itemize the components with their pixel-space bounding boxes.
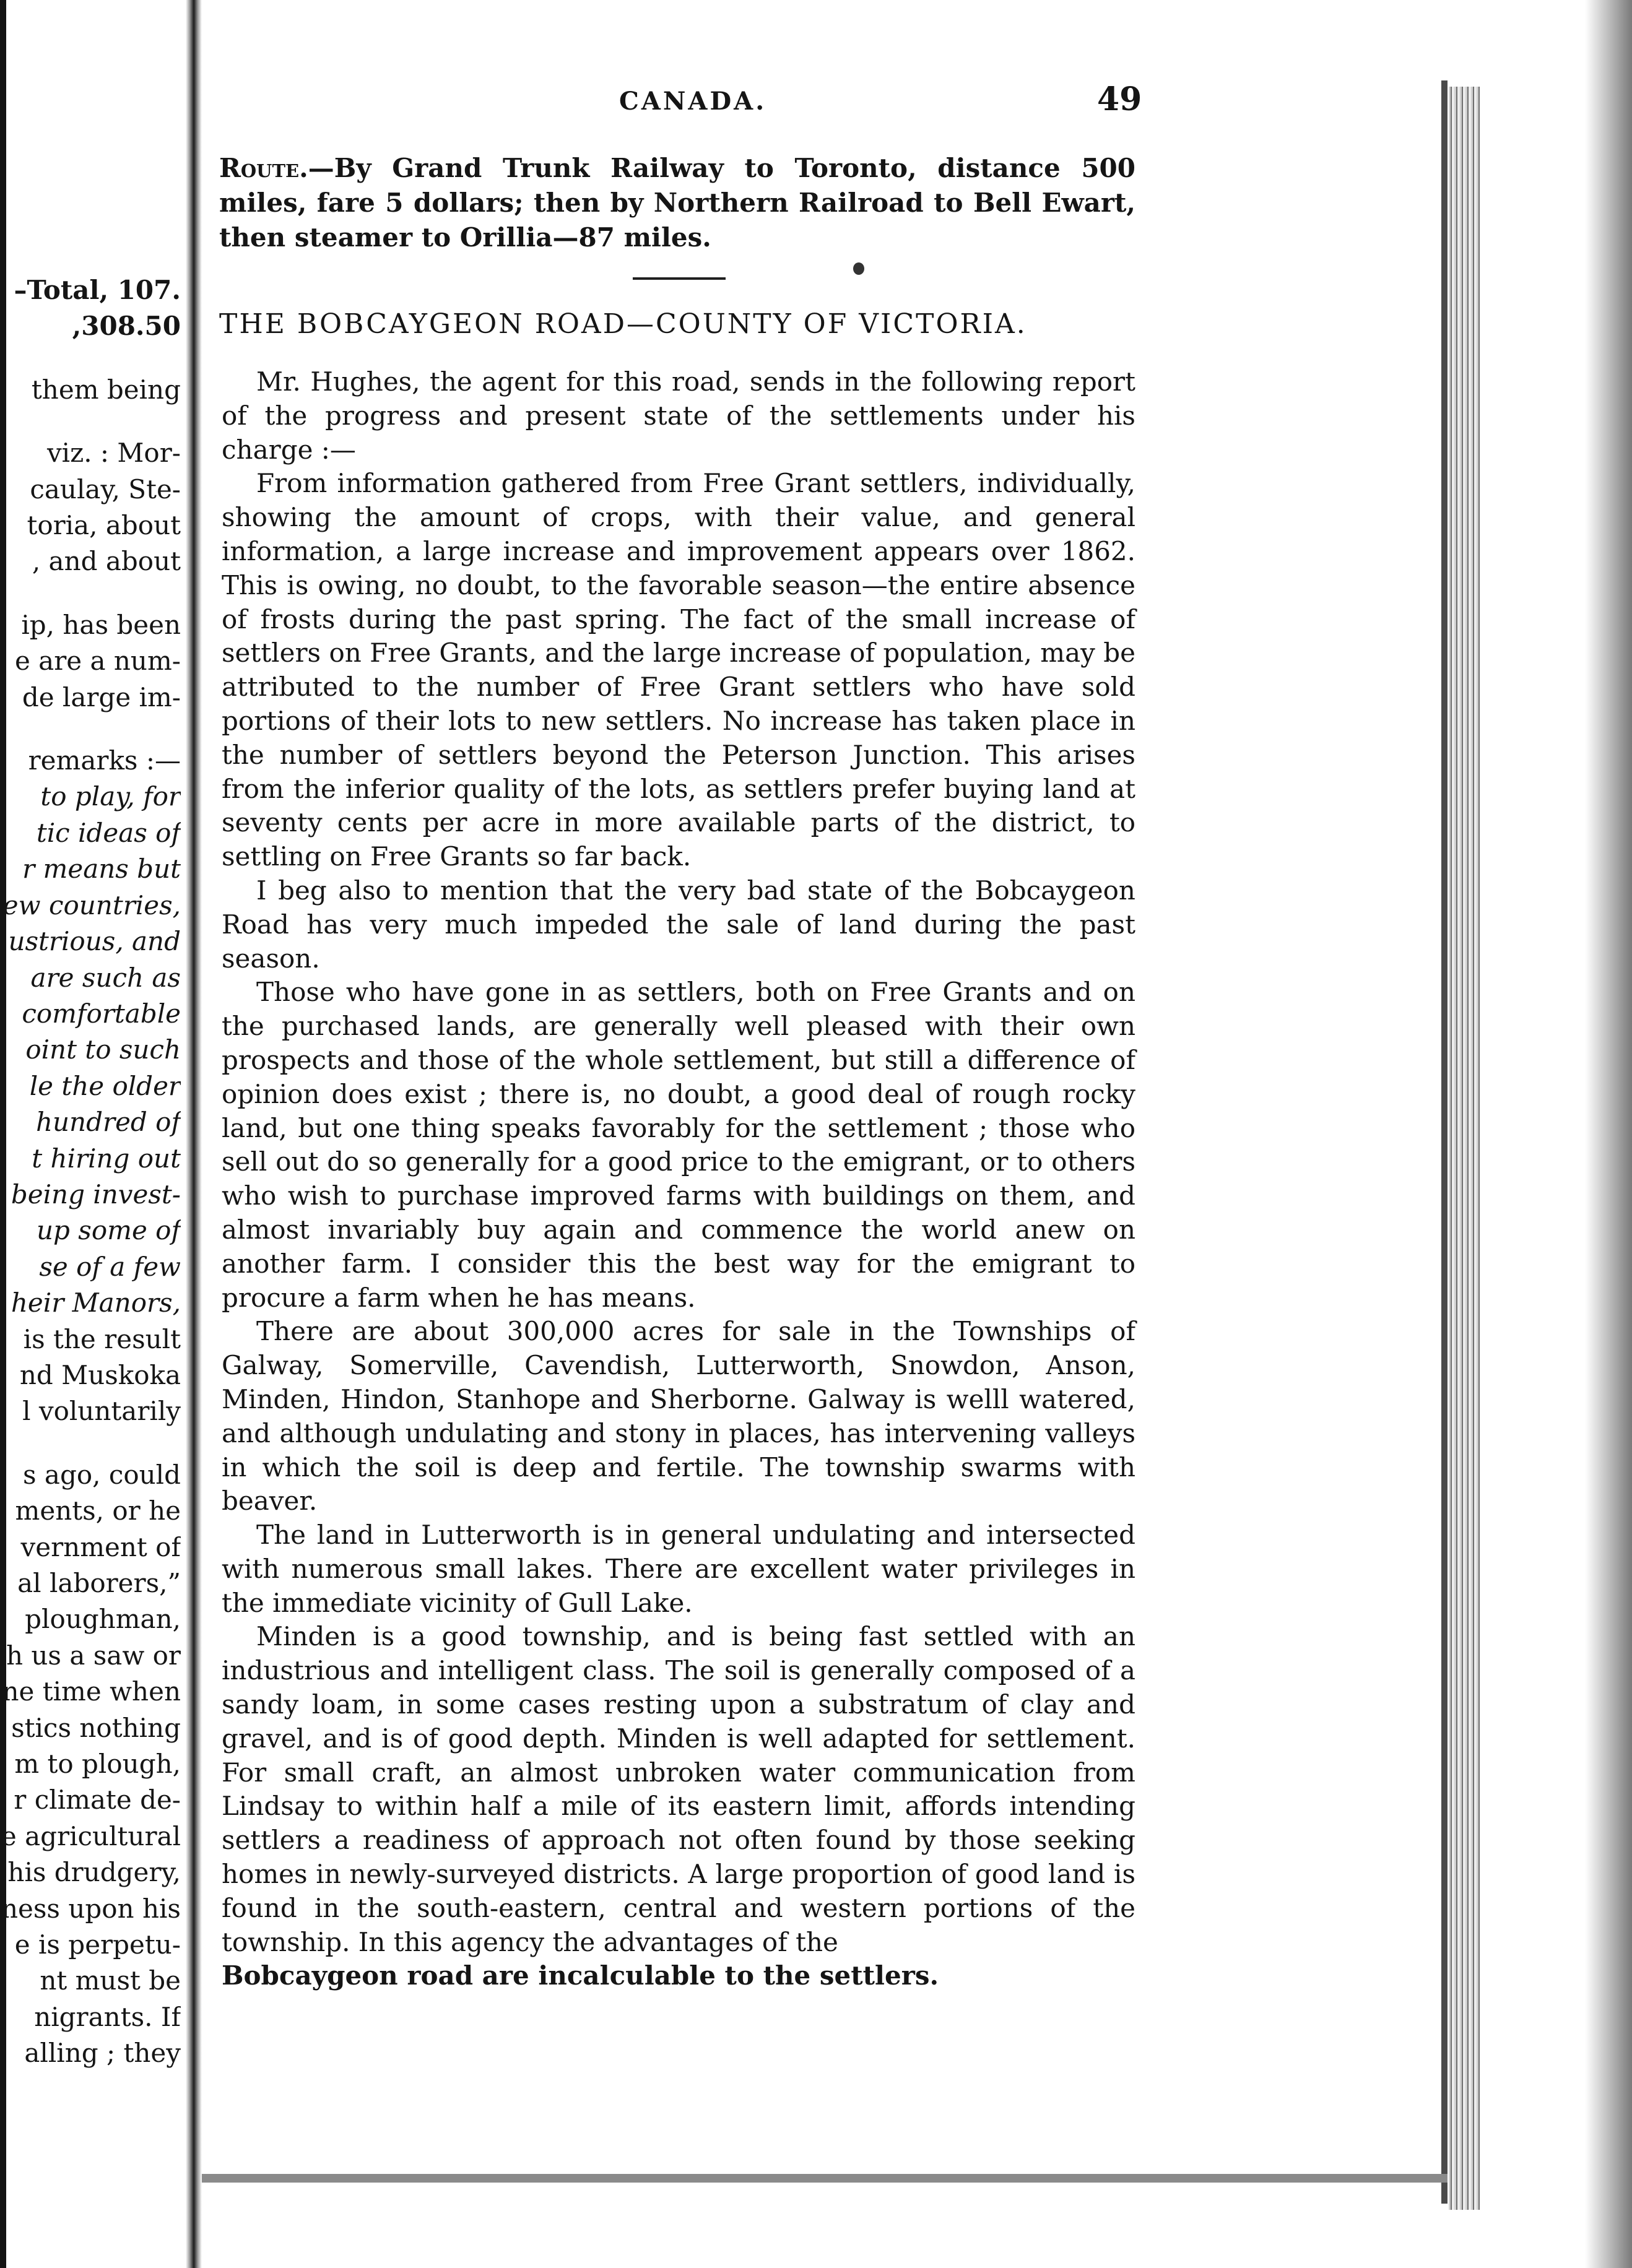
left-column-line: them being	[31, 374, 181, 405]
left-column-line: ew countries,	[2, 889, 181, 920]
left-column-line: –Total, 107.	[14, 275, 181, 305]
left-column-line: ip, has been	[21, 609, 181, 640]
page-bottom-edge	[202, 2174, 1448, 2183]
left-column-line: de large im-	[22, 682, 181, 712]
left-column-line: stics nothing	[11, 1712, 181, 1743]
left-column-line: ,308.50	[72, 311, 181, 342]
left-column-line: remarks :—	[28, 745, 181, 776]
left-column-line: to play, for	[40, 781, 181, 812]
paragraph-intro: Mr. Hughes, the agent for this road, sends in the following report of the progress and present state of the settlements under his charge :—	[222, 366, 1135, 465]
paragraph-lutterworth: The land in Lutterworth is in general undulating and intersected with numerous small lakes. There are excellent water privileges in the immediate vicinity of Gull Lake.	[222, 1520, 1135, 1618]
left-column-line: oint to such	[25, 1034, 181, 1065]
left-column-line: heir Manors,	[11, 1288, 181, 1318]
article-body	[222, 365, 1135, 1993]
section-divider-rule	[633, 277, 726, 280]
page-number: 49	[1097, 80, 1142, 118]
left-column-line: hundred of	[35, 1107, 181, 1138]
closing-line: Bobcaygeon road are incalculable to the settlers.	[222, 1960, 939, 1991]
left-column-line: ments, or he	[15, 1495, 181, 1526]
left-column-line: tic ideas of	[36, 817, 181, 848]
left-column-line: is the result	[23, 1323, 181, 1354]
left-column-line: viz. : Mor-	[46, 438, 181, 469]
left-column-line: caulay, Ste-	[30, 474, 181, 504]
previous-page-column	[0, 272, 181, 2072]
left-column-line: se of a few	[39, 1251, 181, 1282]
page-stack-edges	[1449, 87, 1480, 2210]
left-column-line: up some of	[37, 1215, 181, 1246]
left-column-line: toria, about	[27, 510, 181, 541]
left-column-line: r climate de-	[14, 1785, 181, 1816]
left-column-line: e agricultural	[1, 1820, 181, 1851]
paragraph-acres-for-sale: There are about 300,000 acres for sale in the Townships of Galway, Somerville, Cavendish, Lutterworth, Snowdon, Anson, Minden, Hindon, Stanhope and Sherborne. Galway is welll watered, and although undulating and stony in places, has intervening valleys in which the soil is deep and fertile. The township swarms with beaver.	[222, 1316, 1135, 1517]
left-column-line: le the older	[29, 1070, 181, 1101]
left-column-line: e is perpetu-	[14, 1929, 181, 1960]
book-gutter	[186, 0, 202, 2268]
left-column-line: nd Muskoka	[19, 1359, 181, 1390]
left-column-line: h us a saw or	[6, 1640, 181, 1671]
ink-dot-mark	[853, 262, 864, 275]
left-column-line: being invest-	[11, 1179, 181, 1210]
left-column-line: t hiring out	[32, 1143, 181, 1174]
left-column-line: s ago, could	[23, 1459, 181, 1490]
route-text: —By Grand Trunk Railway to Toronto, distance 500 miles, fare 5 dollars; then by Northern Railroad to Bell Ewart, then steamer to Orillia—87 miles.	[219, 153, 1135, 253]
scan-right-shadow	[1585, 0, 1632, 2268]
section-heading: THE BOBCAYGEON ROAD—COUNTY OF VICTORIA.	[219, 308, 1027, 340]
left-column-line: alling ; they	[24, 2038, 181, 2069]
left-column-line: his drudgery,	[7, 1857, 181, 1888]
page-right-edge	[1441, 80, 1448, 2204]
route-paragraph	[219, 151, 1135, 255]
left-column-line: comfortable	[22, 998, 181, 1029]
left-column-line: vernment of	[20, 1531, 181, 1562]
running-head: CANADA.	[619, 87, 767, 116]
left-column-line: e are a num-	[14, 646, 181, 677]
paragraph-minden: Minden is a good township, and is being fast settled with an industrious and intelligent class. The soil is generally composed of a sandy loam, in some cases resting upon a substratum of clay and gravel, and is of good depth. Minden is well adapted for settlement. For small craft, an almost unbroken water communication from Lindsay to within half a mile of its eastern limit, affords intending settlers a readiness of approach not often found by those seeking homes in newly-surveyed districts. A large proportion of good land is found in the south-eastern, central and western portions of the township. In this agency the advantages of the	[222, 1621, 1135, 1957]
left-column-line: nigrants. If	[34, 2001, 181, 2032]
left-column-line: l voluntarily	[22, 1396, 181, 1427]
paragraph-free-grants: From information gathered from Free Grant settlers, individually, showing the amount of crops, with their value, and general information, a large increase and improvement appears over 1862. This is owing, no doubt, to the favorable season—the entire absence of frosts during the past spring. The fact of the small increase of settlers on Free Grants, and the large increase of population, may be attributed to the number of Free Grant settlers who have sold portions of their lots to new settlers. No increase has taken place in the number of settlers beyond the Peterson Junction. This arises from the inferior quality of the lots, as settlers prefer buying land at seventy cents per acre in more available parts of the district, to settling on Free Grants so far back.	[222, 468, 1135, 872]
paragraph-road-condition: I beg also to mention that the very bad state of the Bobcaygeon Road has very much impeded the sale of land during the past season.	[222, 875, 1135, 974]
left-column-line: al laborers,”	[17, 1568, 181, 1598]
left-column-line: , and about	[32, 546, 181, 577]
left-column-line: ne time when	[2, 1676, 181, 1707]
route-label: Route.	[219, 153, 308, 183]
left-column-line: r means but	[22, 854, 181, 885]
left-column-line: ness upon his	[1, 1893, 181, 1924]
left-column-line: m to plough,	[14, 1749, 181, 1780]
paragraph-settlers-opinion: Those who have gone in as settlers, both on Free Grants and on the purchased lands, are generally well pleased with their own prospects and those of the whole settlement, but still a difference of opinion does exist ; there is, no doubt, a good deal of rough rocky land, but one thing speaks favorably for the settlement ; those who sell out do so generally for a good price to the emigrant, or to others who wish to purchase improved farms with buildings on them, and almost invariably buy again and commence the world anew on another farm. I consider this the best way for the emigrant to procure a farm when he has means.	[222, 977, 1135, 1313]
left-column-line: ploughman,	[25, 1604, 181, 1635]
left-column-line: ustrious, and	[8, 926, 181, 957]
left-column-line: are such as	[30, 962, 181, 993]
left-column-line: nt must be	[40, 1965, 181, 1996]
